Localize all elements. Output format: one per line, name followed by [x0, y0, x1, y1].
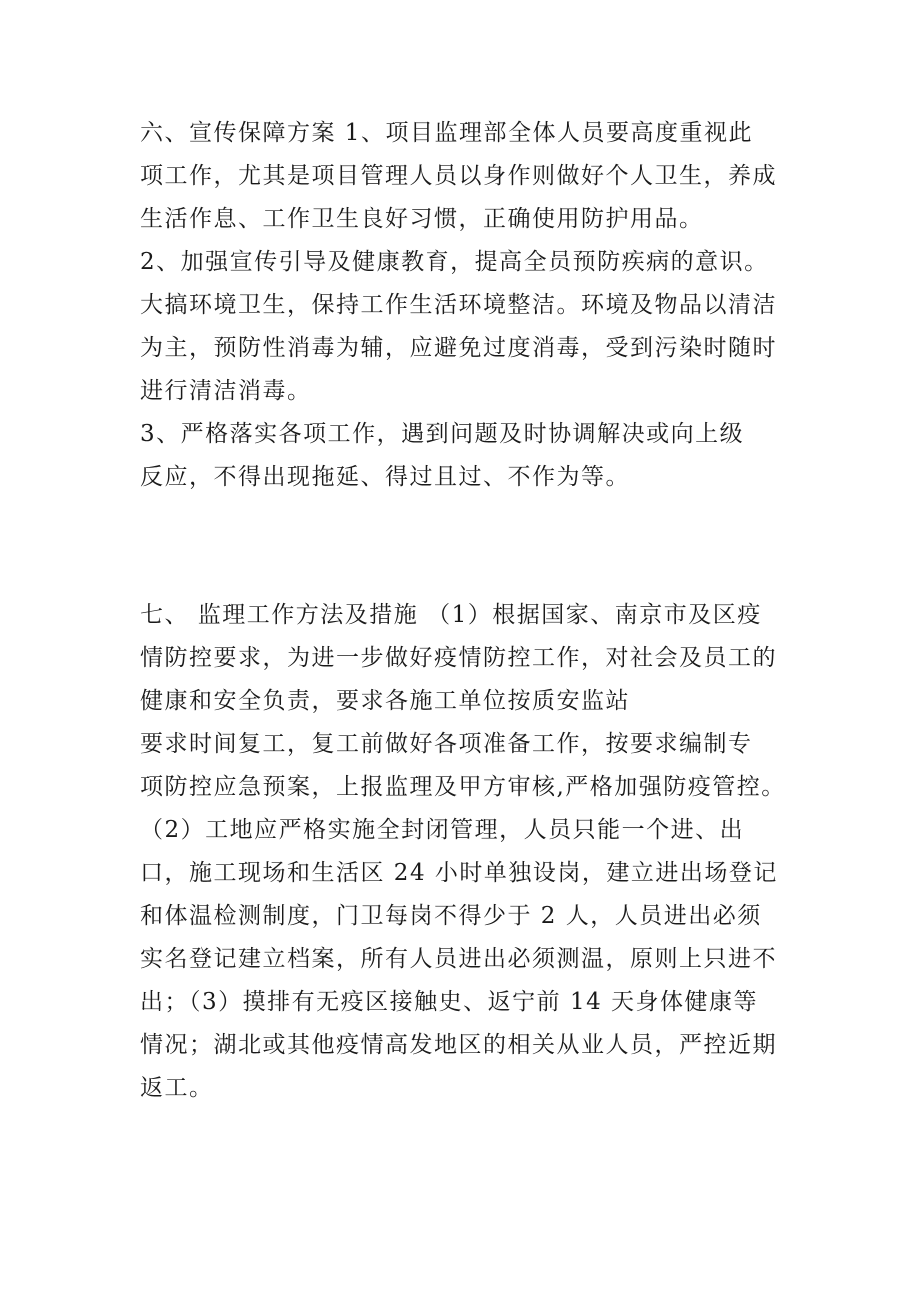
text-line: 大搞环境卫生，保持工作生活环境整洁。环境及物品以清洁 [140, 292, 777, 318]
text-line: 口，施工现场和生活区 24 小时单独设岗，建立进出场登记 [140, 860, 778, 886]
section-six-publicity-measures [140, 112, 800, 499]
text-line: 2、加强宣传引导及健康教育，提高全员预防疾病的意识。 [140, 249, 769, 275]
text-line: 为主，预防性消毒为辅，应避免过度消毒，受到污染时随时 [140, 335, 777, 361]
text-line: 项防控应急预案，上报监理及甲方审核,严格加强防疫管控。 [140, 774, 786, 800]
text-line: 反应，不得出现拖延、得过且过、不作为等。 [140, 464, 630, 490]
text-line: 情况；湖北或其他疫情高发地区的相关从业人员，严控近期 [140, 1032, 777, 1058]
text-line: 项工作，尤其是项目管理人员以身作则做好个人卫生，养成 [140, 163, 777, 189]
text-line: 七、 监理工作方法及措施 （1）根据国家、南京市及区疫 [140, 602, 762, 628]
text-line: 3、严格落实各项工作，遇到问题及时协调解决或向上级 [140, 421, 745, 447]
text-line: 情防控要求，为进一步做好疫情防控工作，对社会及员工的 [140, 645, 777, 671]
text-line: 返工。 [140, 1075, 214, 1101]
text-line: 和体温检测制度，门卫每岗不得少于 2 人，人员进出必须 [140, 903, 762, 929]
text-line: 要求时间复工，复工前做好各项准备工作，按要求编制专 [140, 731, 753, 757]
text-line: 六、宣传保障方案 1、项目监理部全体人员要高度重视此 [140, 120, 753, 146]
text-line: 出；（3）摸排有无疫区接触史、返宁前 14 天身体健康等 [140, 989, 759, 1015]
text-line: 生活作息、工作卫生良好习惯，正确使用防护用品。 [140, 206, 704, 232]
section-seven-supervision-methods [140, 594, 800, 1110]
text-line: （2）工地应严格实施全封闭管理，人员只能一个进、出 [140, 817, 745, 843]
text-line: 健康和安全负责，要求各施工单位按质安监站 [140, 688, 630, 714]
text-line: 实名登记建立档案，所有人员进出必须测温，原则上只进不 [140, 946, 777, 972]
text-line: 进行清洁消毒。 [140, 378, 312, 404]
